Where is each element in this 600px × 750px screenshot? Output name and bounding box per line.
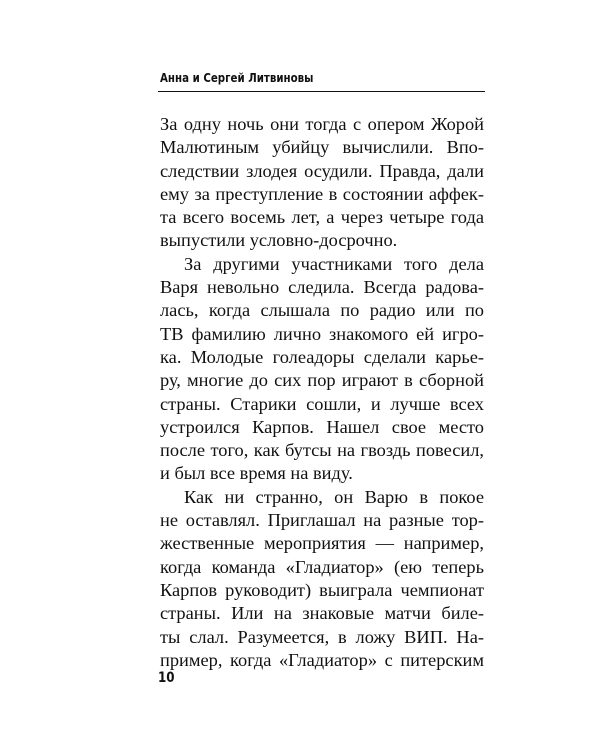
page-number: 10	[158, 670, 175, 686]
header-rule	[158, 91, 485, 92]
body-text	[160, 113, 484, 672]
text-line: Малютиным убийцу вычислили. Впо-	[160, 137, 484, 158]
text-line: лась, когда слышала по радио или по	[160, 300, 484, 321]
text-line: ты слал. Разумеется, в ложу ВИП. На-	[160, 626, 484, 647]
text-line: выпустили условно-досрочно.	[160, 230, 398, 251]
text-line: следствии злодея осудили. Правда, дали	[160, 160, 484, 181]
text-line: страны. Старики сошли, и лучше всех	[160, 393, 484, 414]
text-line: ТВ фамилию лично знакомого ей игро-	[160, 323, 484, 344]
text-line: Карпов руководит) выиграла чемпионат	[160, 579, 484, 600]
text-line: не оставлял. Приглашал на разные тор-	[160, 510, 484, 531]
running-head: Анна и Сергей Литвиновы	[160, 70, 314, 85]
text-line: страны. Или на знаковые матчи биле-	[160, 603, 484, 624]
text-line: ему за преступление в состоянии аффек-	[160, 183, 484, 204]
text-line: устроился Карпов. Нашел свое место	[160, 416, 484, 437]
text-line: За другими участниками того дела	[184, 253, 484, 274]
text-line: жественные мероприятия — например,	[160, 533, 484, 554]
text-line: та всего восемь лет, а через четыре года	[160, 207, 484, 228]
text-line: Варя невольно следила. Всегда радова-	[160, 277, 484, 298]
text-line: и был все время на виду.	[160, 463, 353, 484]
text-line: после того, как бутсы на гвоздь повесил,	[160, 440, 484, 461]
text-line: пример, когда «Гладиатор» с питерским	[160, 649, 484, 670]
text-line: когда команда «Гладиатор» (ею теперь	[160, 556, 484, 577]
text-line: ка. Молодые голеадоры сделали карье-	[160, 346, 484, 367]
text-line: Как ни странно, он Варю в покое	[184, 486, 484, 507]
text-line: ру, многие до сих пор играют в сборной	[160, 370, 484, 391]
text-line: За одну ночь они тогда с опером Жорой	[160, 114, 484, 134]
